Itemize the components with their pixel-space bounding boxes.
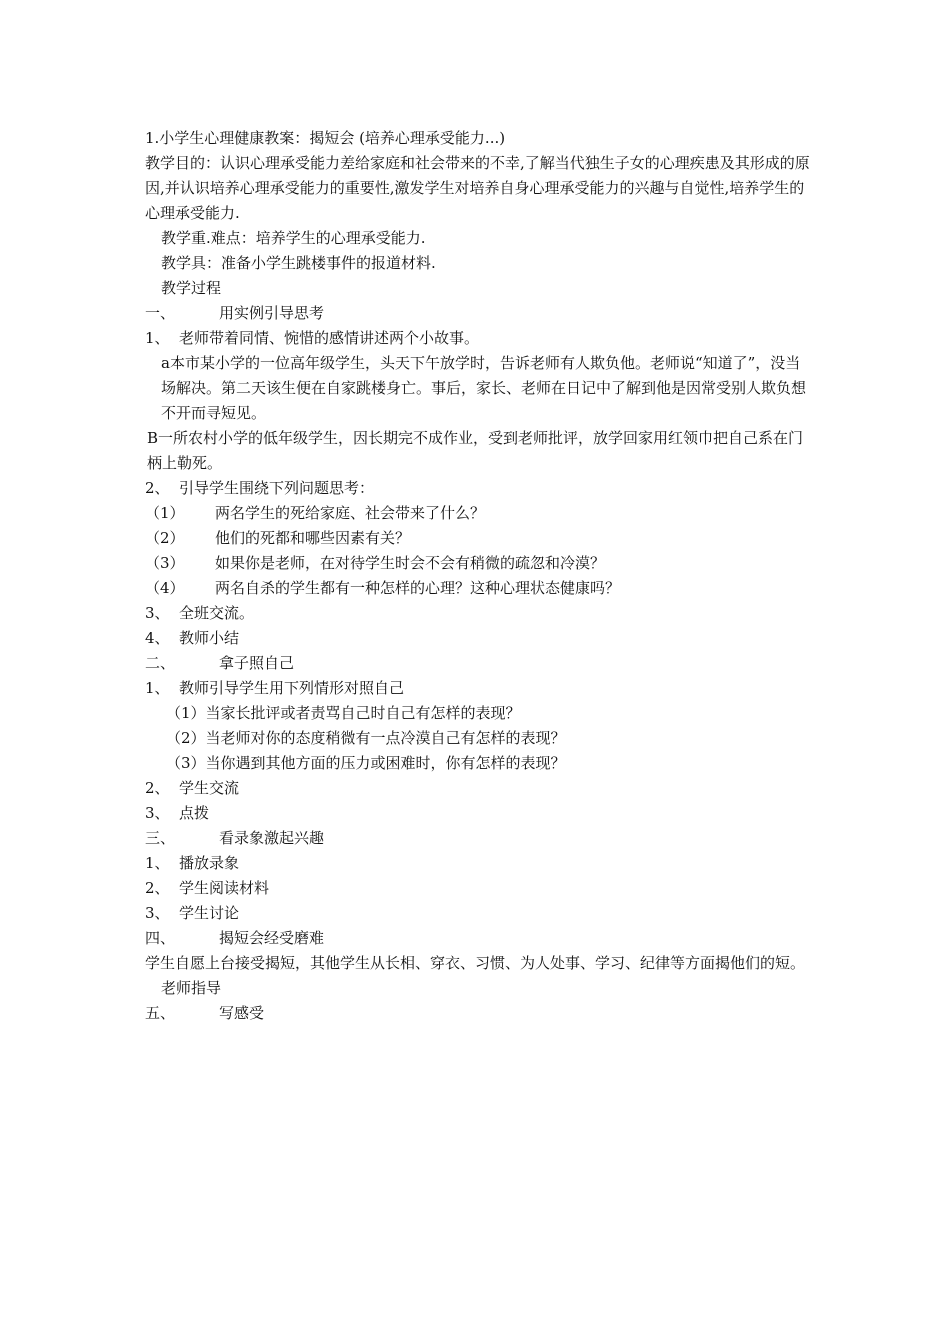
list-item [145, 626, 810, 651]
item-number: 4、 [145, 629, 170, 647]
question-number: （4） [145, 579, 185, 597]
section-number: 三、 [145, 829, 176, 847]
item-number: 3、 [145, 604, 170, 622]
document-title: 1.小学生心理健康教案：揭短会 (培养心理承受能力...) [145, 129, 506, 147]
section-title: 揭短会经受磨难 [219, 929, 325, 947]
story-b-paragraph: B一所农村小学的低年级学生，因长期完不成作业，受到老师批评，放学回家用红领巾把自己系在门柄上勒死。 [147, 429, 804, 472]
question-item [145, 526, 810, 551]
section-number: 一、 [145, 304, 176, 322]
item-number: 2、 [145, 779, 170, 797]
question-number: （2） [145, 529, 185, 547]
list-item [145, 901, 810, 926]
objective-paragraph: 教学目的：认识心理承受能力差给家庭和社会带来的不幸,了解当代独生子女的心理疾患及其形成的原因,并认识培养心理承受能力的重要性,激发学生对培养自身心理承受能力的兴趣与自觉性,培养学生的心理承受能力. [145, 154, 810, 222]
item-number: 1、 [145, 329, 170, 347]
section-4-paragraph: 学生自愿上台接受揭短，其他学生从长相、穿衣、习惯、为人处事、学习、纪律等方面揭他们的短。 [145, 954, 806, 972]
section-2-heading [145, 651, 810, 676]
section-4-heading [145, 926, 810, 951]
item-number: 1、 [145, 679, 170, 697]
list-item [145, 476, 810, 501]
item-text: 点拨 [179, 804, 210, 822]
item-number: 2、 [145, 479, 170, 497]
question-text: 如果你是老师，在对待学生时会不会有稍微的疏忽和冷漠？ [215, 554, 606, 572]
case-item: （2）当老师对你的态度稍微有一点冷漠自己有怎样的表现？ [166, 729, 566, 747]
section-3-heading [145, 826, 810, 851]
question-text: 他们的死都和哪些因素有关？ [215, 529, 411, 547]
list-item [145, 801, 810, 826]
item-text: 学生交流 [179, 779, 240, 797]
case-item: （3）当你遇到其他方面的压力或困难时，你有怎样的表现？ [166, 754, 566, 772]
question-number: （3） [145, 554, 185, 572]
item-text: 学生阅读材料 [179, 879, 270, 897]
item-text: 老师带着同情、惋惜的感情讲述两个小故事。 [179, 329, 480, 347]
section-title: 用实例引导思考 [219, 304, 325, 322]
materials-line: 教学具：准备小学生跳楼事件的报道材料. [161, 254, 436, 272]
item-text: 引导学生围绕下列问题思考： [179, 479, 375, 497]
list-item [145, 876, 810, 901]
question-item [145, 501, 810, 526]
question-item [145, 551, 810, 576]
item-number: 1、 [145, 854, 170, 872]
section-5-heading [145, 1001, 810, 1026]
section-number: 五、 [145, 1004, 176, 1022]
teacher-guide-line: 老师指导 [161, 979, 222, 997]
section-title: 拿子照自己 [219, 654, 295, 672]
story-a-paragraph: a本市某小学的一位高年级学生，头天下午放学时，告诉老师有人欺负他。老师说“知道了”，没当场解决。第二天该生便在自家跳楼身亡。事后，家长、老师在日记中了解到他是因常受别人欺负想不开而寻短见。 [161, 354, 807, 422]
section-number: 四、 [145, 929, 176, 947]
document-body [145, 126, 810, 1026]
item-text: 学生讨论 [179, 904, 240, 922]
list-item [145, 776, 810, 801]
section-number: 二、 [145, 654, 176, 672]
list-item [145, 601, 810, 626]
section-title: 看录象激起兴趣 [219, 829, 325, 847]
list-item [145, 851, 810, 876]
item-text: 教师引导学生用下列情形对照自己 [179, 679, 405, 697]
item-text: 播放录象 [179, 854, 240, 872]
item-number: 3、 [145, 804, 170, 822]
case-item: （1）当家长批评或者责骂自己时自己有怎样的表现？ [166, 704, 521, 722]
list-item [145, 326, 810, 351]
process-title: 教学过程 [161, 279, 222, 297]
item-number: 2、 [145, 879, 170, 897]
item-text: 教师小结 [179, 629, 240, 647]
section-1-heading [145, 301, 810, 326]
question-number: （1） [145, 504, 185, 522]
list-item [145, 676, 810, 701]
item-text: 全班交流。 [179, 604, 255, 622]
question-text: 两名自杀的学生都有一种怎样的心理？这种心理状态健康吗？ [215, 579, 621, 597]
section-title: 写感受 [219, 1004, 265, 1022]
key-points-line: 教学重.难点：培养学生的心理承受能力. [161, 229, 426, 247]
question-text: 两名学生的死给家庭、社会带来了什么？ [215, 504, 486, 522]
item-number: 3、 [145, 904, 170, 922]
question-item [145, 576, 810, 601]
